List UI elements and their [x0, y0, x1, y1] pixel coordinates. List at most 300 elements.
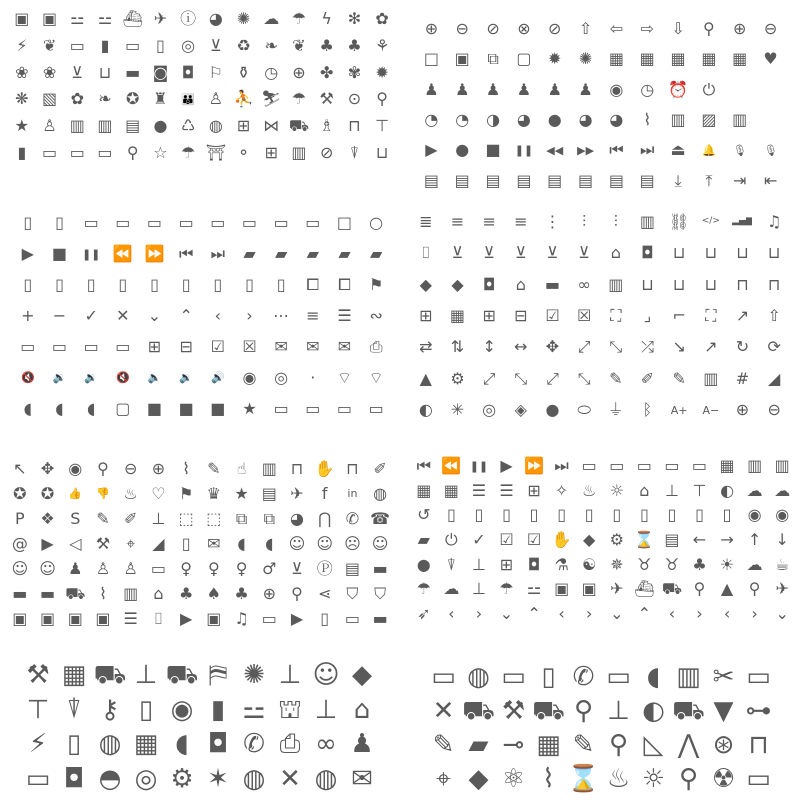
satellite-dish-icon: ⌖	[436, 764, 451, 794]
no-entry-icon: ⊘	[548, 19, 562, 39]
clipboard-check-icon: ☑	[526, 529, 542, 549]
mic-icon: 🎙	[763, 143, 778, 157]
spiral-notebook-icon: ▥	[676, 662, 701, 692]
smile-icon: ☺	[288, 533, 306, 553]
magic-wand-icon: ✧	[554, 480, 569, 500]
map-route-icon: ▦	[732, 49, 748, 69]
location-pin-icon: ⚲	[291, 584, 303, 604]
trash-alt-icon: ▥	[97, 115, 113, 135]
volume-mid-icon: 🔉	[179, 371, 193, 385]
campfire-icon: ♨	[582, 480, 597, 500]
music-note-icon: ♫	[234, 609, 249, 629]
file-icon: ▯	[23, 275, 33, 295]
inbox-down-icon: ⊔	[672, 274, 686, 294]
cart-outline-icon: ⊻	[451, 243, 464, 263]
monitor-icon: ▭	[115, 213, 131, 233]
video-icon: ▶	[41, 533, 54, 553]
calendar-lines-icon: ▤	[485, 170, 501, 190]
monitor-up-icon: ▭	[305, 213, 321, 233]
skype-icon: S	[70, 508, 81, 528]
rewind-small-icon: ⏪	[441, 456, 462, 476]
smartphone-icon: ▯	[66, 729, 82, 760]
chat-square-filled-icon: ■	[146, 398, 163, 418]
mouse-pad-icon: ◖	[646, 662, 661, 692]
inbox-icon: ⊔	[641, 274, 654, 294]
twitter-icon: ✈	[290, 483, 304, 503]
pie-full-icon: ●	[547, 110, 562, 130]
more-vertical-icon: ⋮	[544, 211, 561, 231]
pie-big-icon: ◕	[609, 110, 624, 130]
home-store-icon: ⌂	[515, 274, 526, 294]
icon-sheet-d	[410, 206, 790, 426]
ruler-pencil-icon: ✎	[432, 730, 455, 760]
family-icon: 👪	[181, 92, 195, 106]
battery-outline-icon: ▭	[273, 398, 289, 418]
calendar-add-icon: ▤	[608, 170, 624, 190]
train-icon: ▣	[14, 9, 30, 29]
drill-icon: ⚒	[26, 660, 50, 691]
bar-chart-box-icon: ▥	[732, 110, 748, 130]
buildings-icon: ▥	[123, 584, 139, 604]
file-check-icon: ▯	[150, 275, 159, 295]
battery-half-alt-icon: ▭	[336, 398, 353, 418]
grid-filled-icon: ▦	[449, 305, 466, 325]
monitor-small-icon: ▭	[344, 609, 360, 629]
globe-stand-icon: ◍	[98, 729, 122, 760]
battery-quarter-alt-icon: ▭	[305, 398, 321, 418]
square-left-icon: ‹	[723, 603, 731, 623]
chevron-down-icon: ⌄	[147, 305, 162, 325]
minus-circle-icon: ⊖	[455, 19, 469, 39]
star-outline-icon: ☆	[153, 142, 168, 162]
car-front-icon: ⚍	[97, 9, 113, 29]
cash-register-icon: ▤	[344, 559, 360, 579]
bottle-icon: ▮	[210, 694, 226, 725]
push-pin-icon: ⚲	[608, 730, 629, 760]
file-stack-icon: ▯	[245, 275, 254, 295]
square-outline-icon: □	[336, 213, 353, 233]
lightbulb-big-icon: ☼	[641, 764, 666, 794]
chevron-up-small-icon: ⌃	[527, 603, 541, 623]
window-icon: ▢	[516, 49, 532, 69]
move-arrows-icon: ✥	[40, 458, 55, 478]
stop-icon: ■	[485, 140, 501, 160]
cutlery-icon: ⚒	[319, 89, 334, 109]
resize-icon: ⌟	[643, 305, 652, 325]
unlock-icon: ⊓	[767, 274, 781, 294]
down-circle-icon: ⇩	[671, 19, 685, 39]
gift-small-icon: ⊞	[527, 480, 541, 500]
credit-card-icon: ▬	[544, 274, 561, 294]
collapse-icon: ⤡	[609, 337, 623, 357]
shuffle-icon: ⤮	[641, 337, 654, 357]
faucet-icon: ⊤	[692, 480, 707, 500]
app-grid-icon: ▦	[719, 456, 735, 476]
thermometer-small-icon: ⊥	[471, 579, 486, 599]
radio-icon: ▭	[606, 662, 631, 692]
chat-bubbles-icon: ◖	[265, 533, 274, 553]
hashtag-icon: #	[735, 368, 750, 388]
minus-square-icon: ⊟	[514, 305, 528, 325]
up-circle-icon: ⇧	[578, 19, 593, 39]
drink-icon: ⍒	[446, 554, 457, 574]
battery-full-icon: ▮	[17, 142, 27, 162]
calendar-25-icon: ▤	[639, 170, 655, 190]
doc-pdf-icon: ▯	[502, 505, 511, 525]
copy-icon: ⧉	[487, 49, 499, 69]
barrier-icon: ⛿	[208, 660, 228, 691]
link-icon: ⛓	[669, 211, 690, 231]
shovel-icon: ⊥	[278, 660, 302, 691]
browser-x-icon: ☒	[242, 336, 257, 356]
rss-icon: ◢	[768, 368, 781, 388]
piston-icon: ⊥	[607, 696, 630, 726]
map-alt-icon: ▦	[701, 49, 717, 69]
tape-icon: ◉	[170, 694, 194, 725]
airplane-icon: ✈	[153, 9, 168, 29]
glasses-icon: ∞	[315, 729, 337, 760]
map-icon: ▦	[608, 49, 624, 69]
rows-icon: ☰	[471, 480, 487, 500]
barcode-icon: ▥	[608, 274, 624, 294]
crossed-tools-alt-icon: ✕	[432, 696, 455, 726]
ipod-icon: ▯	[320, 609, 330, 629]
id-badge-icon: ▭	[431, 662, 456, 692]
bar-chart-icon: ▥	[670, 110, 686, 130]
syringe-icon: ⊸	[502, 730, 525, 760]
compass-needle-icon: ◐	[418, 400, 433, 420]
volume-low-icon: 🔈	[147, 371, 162, 385]
helicopter-icon: ✈	[610, 579, 624, 599]
x-square-icon: ☒	[576, 305, 592, 325]
volume-up-icon: 🔉	[52, 371, 67, 385]
battery-icon: ▮	[100, 35, 110, 55]
basket-remove-icon: ⊔	[736, 243, 749, 263]
pickup-truck-icon: ⛟	[462, 696, 495, 726]
html5-icon: ⛉	[374, 584, 387, 604]
heart-icon: ♥	[763, 49, 778, 69]
hand-small-icon: ✋	[551, 529, 572, 549]
volume-high-icon: 🔊	[210, 371, 225, 385]
calendar-edit-icon: ▤	[454, 170, 470, 190]
notebook-icon: ▯	[276, 275, 286, 295]
flag-icon: ⚑	[178, 483, 194, 503]
folder-icon: ▰	[243, 244, 256, 264]
x-icon: ✕	[116, 305, 130, 325]
equalizer-icon: ⫶	[613, 211, 618, 231]
spacer-1-icon	[730, 80, 750, 100]
minimize-icon: ⤡	[514, 368, 528, 388]
camera-small-icon: ⌷	[153, 609, 164, 629]
calendar-7-icon: ▤	[261, 483, 277, 503]
presentation-icon: ▭	[746, 764, 771, 794]
sun-icon: ✺	[236, 9, 251, 29]
window-upload-icon: ▣	[67, 609, 83, 629]
speech-bubble-icon: ◖	[237, 533, 246, 553]
align-justify-icon: ≣	[419, 211, 433, 231]
tools-icon: ⚒	[95, 533, 111, 553]
tulip-icon: ⚘	[374, 35, 390, 55]
cloud-download-icon: ☁	[774, 480, 791, 500]
trash-small-icon: ▥	[261, 458, 277, 478]
chat-icon: ◖	[23, 398, 33, 418]
video-camera-icon: ▶	[290, 609, 304, 629]
arrows-vertical-icon: ↕	[482, 337, 496, 357]
castle-icon: ♜	[153, 89, 168, 109]
voicemail-icon: ∞	[577, 274, 591, 294]
bricks-icon: ▦	[61, 660, 87, 691]
male-icon: ♂	[262, 559, 277, 579]
pie-alt-icon: ◕	[578, 110, 593, 130]
download-icon: ⤓	[674, 170, 682, 190]
battery-d-icon: ▭	[664, 456, 680, 476]
battery-a-icon: ▭	[581, 456, 597, 476]
chevron-down-circle-icon: ⌄	[610, 603, 624, 623]
eject-icon: ⏏	[670, 140, 686, 160]
house-icon: ⌂	[153, 584, 164, 604]
tow-truck-icon: ⛟	[532, 696, 565, 726]
umbrella-beach-icon: ☂	[180, 142, 196, 162]
globe-grid-icon: ◎	[181, 35, 196, 55]
coffee-cup-icon: ☕	[775, 554, 790, 574]
tree-icon: ♣	[234, 584, 249, 604]
car-small-icon: ⚍	[526, 579, 542, 599]
chat-dots-icon: ◖	[55, 398, 64, 418]
folder-open-icon: ▰	[306, 244, 319, 264]
doc-music-icon: ▯	[639, 505, 649, 525]
monitor-remove-icon: ▭	[178, 213, 194, 233]
user-check-icon: ♟	[516, 79, 532, 99]
shopping-bag-icon: ◘	[641, 243, 654, 263]
icon-sheet-e	[6, 456, 394, 632]
road-icon: ▲	[720, 579, 734, 599]
rewind-icon: ◀◀	[546, 143, 564, 157]
battery-half-icon: ▭	[69, 142, 85, 162]
camera-icon: ⌷	[421, 243, 431, 263]
airplane-small-icon: ✈	[775, 579, 789, 599]
add-circle-icon: ⊕	[735, 400, 750, 420]
rss-alt-icon: ◢	[152, 533, 165, 553]
file-remove-icon: ▯	[118, 275, 128, 295]
facebook-circle-icon: ◉	[747, 505, 762, 525]
chat-square-icon: ▢	[115, 398, 131, 418]
code-icon: </>	[701, 216, 720, 227]
set-square-icon: ◺	[643, 730, 664, 760]
picture-frame-icon: ▣	[206, 609, 222, 629]
pause-icon: ❚❚	[514, 143, 534, 157]
tiles-icon: ▦	[443, 480, 459, 500]
browser-grid-icon: ▭	[115, 336, 131, 356]
jar-icon: ▯	[138, 694, 154, 725]
folder-x-icon: ▰	[370, 244, 383, 264]
alarm-icon: ⏰	[668, 79, 689, 99]
doc-zip-icon: ▯	[667, 505, 677, 525]
expand-icon: ⤢	[577, 337, 591, 357]
mouse-icon: ◖	[175, 729, 189, 760]
calculator-icon: ▦	[536, 730, 561, 760]
envelope-big-icon: ✉	[351, 763, 373, 794]
bus-small-icon: ▣	[554, 579, 570, 599]
signal-icon: ▂▄▆	[732, 216, 753, 227]
pie-small-icon: ◔	[455, 110, 470, 130]
search-icon: ⚲	[376, 89, 388, 109]
dribbble-icon: ◍	[373, 483, 388, 503]
thumbs-down-icon: 👎	[96, 487, 110, 501]
next-circle-icon: ⏭	[210, 244, 226, 264]
tv-icon: ▭	[261, 609, 277, 629]
browser-add-icon: ⊞	[147, 336, 162, 356]
square-right-icon: ›	[751, 603, 758, 623]
folder-add-icon: ▰	[275, 244, 288, 264]
key-icon: ⚷	[100, 694, 120, 725]
rewind-circle-icon: ⏪	[112, 244, 133, 264]
icon-sheet-h	[426, 660, 776, 796]
sawblade-icon: ✺	[243, 660, 265, 691]
check-circle-icon: ⊘	[486, 19, 500, 39]
eye-icon: ◉	[242, 367, 257, 387]
crop-icon: ⌐	[672, 305, 686, 325]
cat-icon: ♉	[664, 554, 680, 574]
arrow-left-icon: ←	[692, 529, 707, 549]
businessman-icon: ♟	[350, 729, 374, 760]
recycle-alt-icon: ♺	[180, 115, 196, 135]
crane-hook-icon: ⊥	[314, 694, 338, 725]
basket-icon: ⊔	[98, 62, 112, 82]
phone-device-icon: ▯	[23, 213, 33, 233]
play-small-icon: ▶	[500, 456, 513, 476]
bicycle-icon: ⚲	[693, 579, 706, 599]
circle-outline-icon: ○	[369, 213, 384, 233]
plus-square-icon: ⊞	[482, 305, 496, 325]
lightbulb-icon: ☼	[609, 480, 624, 500]
linkedin-icon: in	[347, 487, 358, 501]
trowel-icon: ◆	[352, 660, 372, 691]
plug-icon: ⏚	[607, 400, 624, 420]
compass-icon: ⊕	[292, 62, 306, 82]
icon-sheet-b	[416, 14, 786, 196]
pie-three-quarter-icon: ◕	[516, 110, 531, 130]
user-x-icon: ♟	[547, 79, 562, 99]
basket-check-icon: ⊔	[767, 243, 781, 263]
world-globe-icon: ◍	[467, 662, 490, 692]
pen-icon: ✎	[609, 368, 623, 388]
focus-icon: ⛶	[705, 305, 717, 325]
eye-small-icon: ◉	[68, 458, 83, 478]
cart-small-icon: ⊻	[291, 559, 303, 579]
shirt-icon: ⊤	[26, 694, 50, 725]
phone-receiver-icon: ✆	[572, 662, 595, 692]
battery-e-icon: ▭	[691, 456, 708, 476]
tshirt-icon: ⊤	[375, 115, 390, 135]
sports-car-icon: ⚍	[242, 694, 266, 725]
inbox-up-icon: ⊔	[704, 274, 718, 294]
neutral-icon: ☺	[316, 533, 334, 553]
facebook-icon: f	[321, 483, 328, 503]
doc-image-icon: ▯	[529, 505, 539, 525]
lock-small-icon: ⊓	[290, 458, 304, 478]
paypal-icon: P	[15, 508, 25, 528]
lock-icon: ⊓	[736, 274, 749, 294]
coffee-grinder-icon: ⚱	[236, 62, 251, 82]
doc-chart-icon: ▯	[557, 505, 567, 525]
no-smoking-icon: ⊘	[320, 142, 334, 162]
doc-code-icon: ▯	[612, 505, 622, 525]
map-pin-icon: ▦	[670, 49, 686, 69]
pause-small-icon: ❚❚	[469, 459, 489, 473]
picture-icon: ▧	[42, 89, 58, 109]
phone-icon: ✆	[345, 508, 360, 528]
monitor-add-icon: ▭	[146, 213, 163, 233]
arrow-right-icon: →	[720, 529, 734, 549]
card-icon: ▬	[125, 62, 141, 82]
cloud-upload-icon: ☁	[746, 480, 763, 500]
wifi-high-icon: ⌔	[368, 367, 384, 387]
align-left-icon: ≡	[450, 211, 465, 231]
pc-tower-icon: ▯	[541, 662, 556, 692]
x-circle-icon: ⊗	[517, 19, 531, 39]
keyboard-icon: ▦	[133, 729, 159, 760]
yin-yang-icon: ☯	[582, 554, 597, 574]
crown-icon: ♛	[206, 483, 222, 503]
truck-small-icon: ⛟	[661, 579, 682, 599]
person-icon: ♙	[208, 89, 224, 109]
undo-icon: ↺	[417, 505, 431, 525]
share-alt-icon: ⋖	[318, 584, 332, 604]
boat-icon: ⛴	[634, 579, 655, 599]
handbag-icon: ◘	[482, 274, 496, 294]
users-icon: ♟	[578, 79, 593, 99]
share-icon: ⇧	[767, 305, 781, 325]
film-icon: ▶	[179, 609, 193, 629]
monitor-down-icon: ▭	[273, 213, 289, 233]
stop-circle-icon: ■	[51, 244, 68, 264]
lollipop-icon: ⊙	[347, 89, 362, 109]
bow-icon: ⋈	[263, 115, 280, 135]
ship-icon: ⛴	[122, 9, 143, 29]
pencil-alt-icon: ✐	[373, 458, 387, 478]
volume-x-icon: 🔇	[115, 371, 130, 385]
chevron-right-circle-icon: ›	[475, 603, 483, 623]
loading-icon: ✳	[450, 400, 465, 420]
book-text-icon: ⧠	[338, 275, 351, 295]
warning-icon: ▲	[419, 368, 432, 388]
location-target-icon: ⊕	[262, 584, 276, 604]
umbrella-small-icon: ☂	[499, 579, 514, 599]
icon-sheet-f	[410, 454, 796, 626]
basket-add-icon: ⊔	[704, 243, 718, 263]
gears-icon: ⚙	[170, 763, 194, 794]
browser-icon: ▭	[20, 336, 36, 356]
save-icon: ▣	[12, 609, 28, 629]
printer-big-icon: ⎙	[279, 729, 301, 760]
padlock-icon: ⊓	[748, 730, 769, 760]
battery-b-icon: ▭	[609, 456, 625, 476]
calendar-17-icon: ▤	[664, 529, 680, 549]
cart-x-icon: ⊻	[578, 243, 591, 263]
cart-add-icon: ⊻	[483, 243, 496, 263]
trolley-icon: ⊻	[71, 62, 84, 82]
search-small-icon: ⚲	[97, 458, 109, 478]
gift-icon: ⊞	[236, 115, 251, 135]
box-open-icon: ◘	[63, 763, 85, 794]
tag-icon: ◆	[419, 274, 432, 294]
tag-small-icon: ◆	[583, 529, 596, 549]
drive-icon: ▬	[372, 609, 388, 629]
cart-check-icon: ⊻	[546, 243, 559, 263]
hand-point-icon: ☝	[236, 458, 247, 478]
leaf-icon: ❧	[264, 35, 278, 55]
pencil-icon: ✐	[640, 368, 655, 388]
